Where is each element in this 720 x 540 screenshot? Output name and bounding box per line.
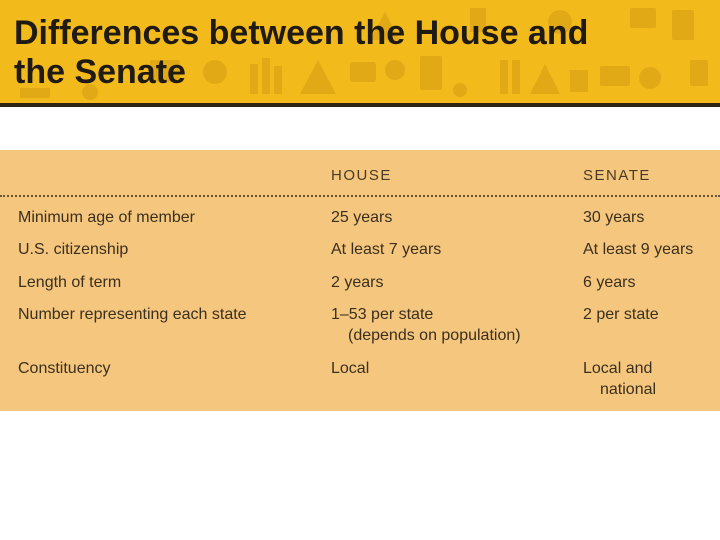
- title-banner: [0, 0, 720, 103]
- title-underline-rule: [0, 103, 720, 107]
- house-cell: [331, 239, 441, 260]
- senate-value: Local and: [583, 360, 653, 377]
- senate-cell: [583, 207, 644, 228]
- house-cell: [331, 304, 521, 346]
- senate-cell: [583, 358, 656, 400]
- house-cell: [331, 272, 383, 293]
- house-value: 25 years: [331, 209, 393, 226]
- house-value: At least 7 years: [331, 241, 442, 258]
- house-value: Local: [331, 360, 370, 377]
- row-label: Minimum age of member: [18, 209, 195, 226]
- senate-value: At least 9 years: [583, 241, 694, 258]
- senate-cell: [583, 304, 659, 325]
- column-header-house: HOUSE: [331, 167, 392, 184]
- row-label: Number representing each state: [18, 306, 247, 323]
- column-header-senate: SENATE: [583, 167, 651, 184]
- senate-cell: [583, 272, 635, 293]
- senate-value-note: national: [600, 381, 657, 398]
- house-value: 2 years: [331, 274, 384, 291]
- comparison-table: [0, 150, 720, 411]
- house-cell: [331, 358, 369, 379]
- senate-cell: [583, 239, 693, 260]
- senate-value: 2 per state: [583, 306, 659, 323]
- row-label: U.S. citizenship: [18, 241, 129, 258]
- house-value-note: (depends on population): [348, 327, 521, 344]
- senate-value: 30 years: [583, 209, 645, 226]
- page-title: [14, 14, 714, 92]
- title-line-1: Differences between the House and: [14, 14, 589, 52]
- senate-value: 6 years: [583, 274, 636, 291]
- house-value: 1–53 per state: [331, 306, 434, 323]
- row-label: Constituency: [18, 360, 111, 377]
- house-cell: [331, 207, 392, 228]
- row-label: Length of term: [18, 274, 122, 291]
- header-divider: [0, 195, 720, 197]
- title-line-2: the Senate: [14, 53, 186, 91]
